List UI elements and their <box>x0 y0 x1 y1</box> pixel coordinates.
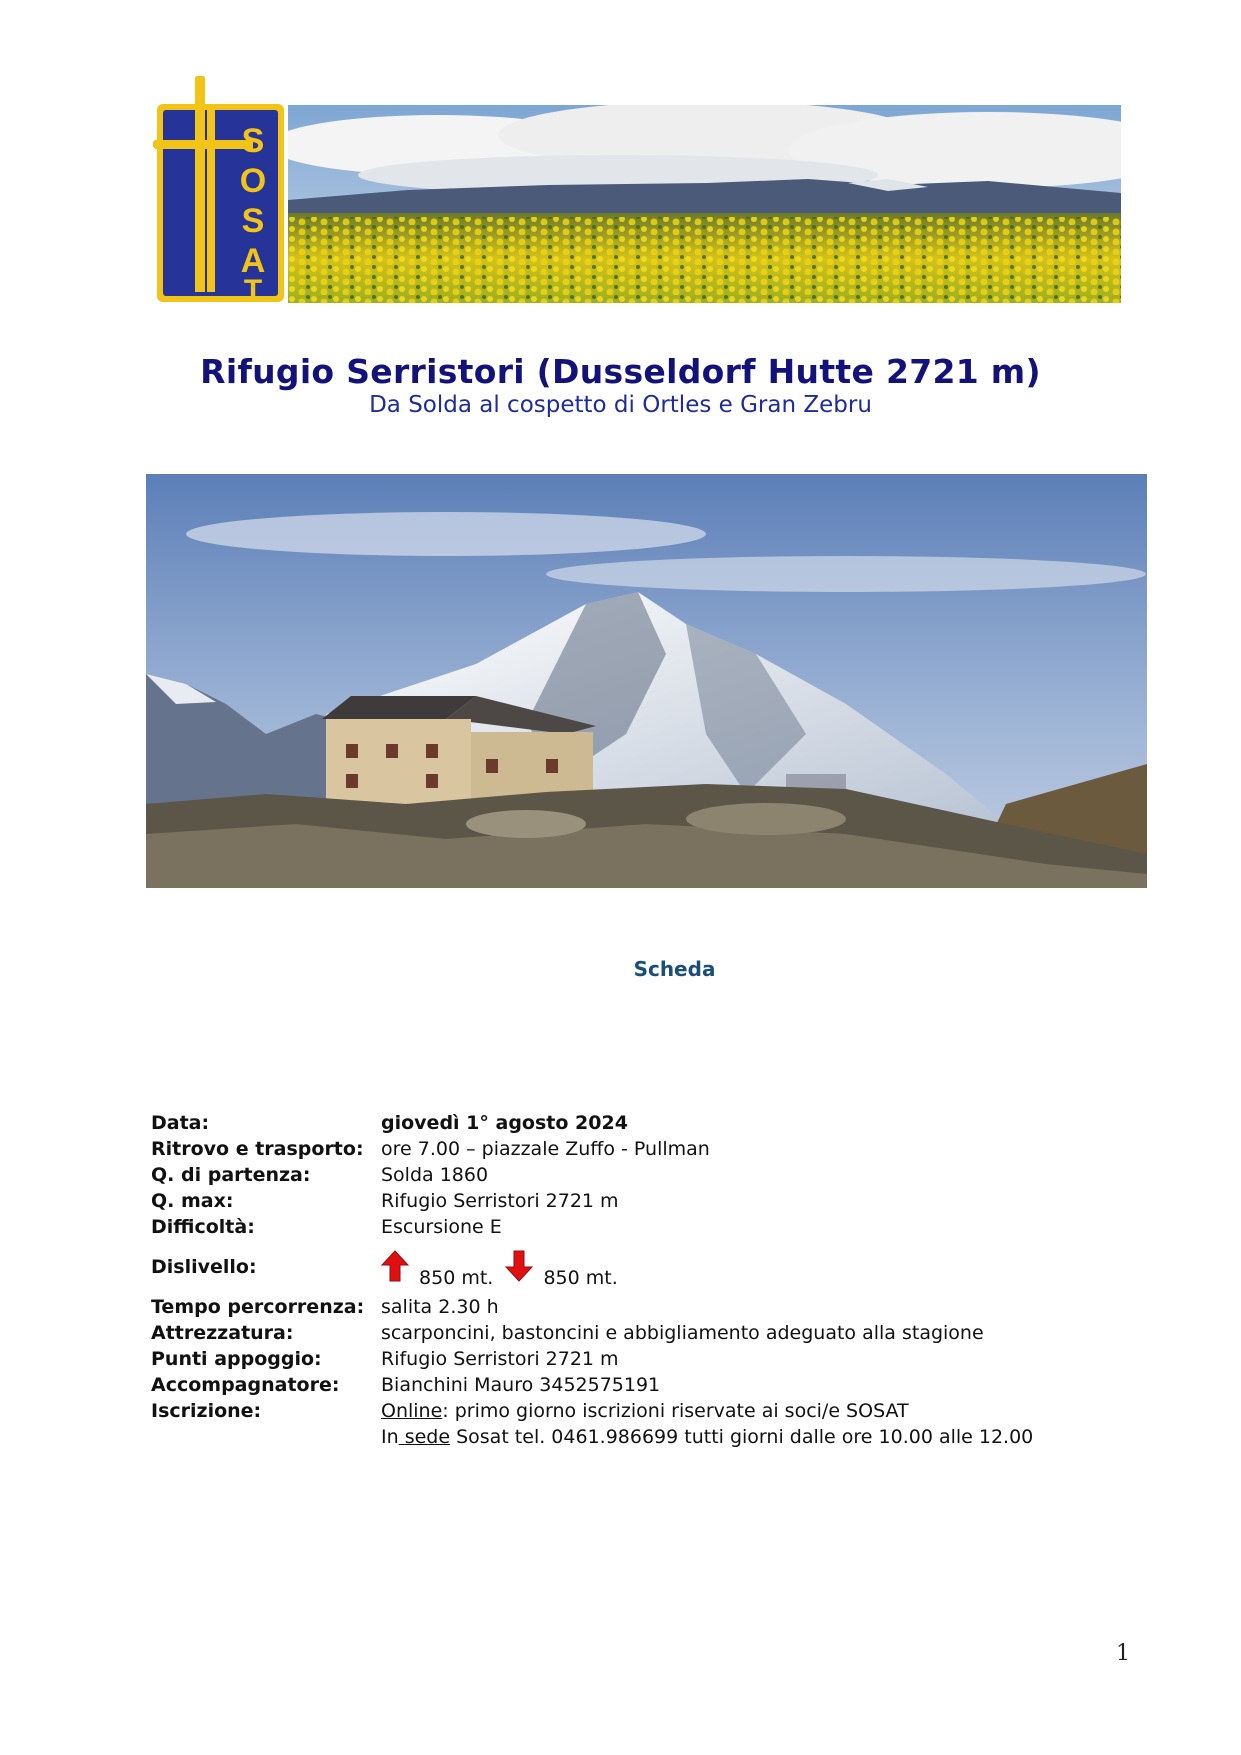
value-attrezzatura: scarponcini, bastoncini e abbigliamento adeguato alla stagione <box>381 1322 984 1344</box>
label-tempo: Tempo percorrenza: <box>151 1296 365 1318</box>
value-dislivello <box>381 1250 618 1289</box>
page-subtitle: Da Solda al cospetto di Ortles e Gran Zebru <box>369 392 872 418</box>
svg-text:T: T <box>243 274 263 304</box>
value-ritrovo: ore 7.00 – piazzale Zuffo - Pullman <box>381 1138 710 1160</box>
page-number: 1 <box>1116 1641 1130 1666</box>
value-iscrizione-sede <box>381 1426 1033 1448</box>
value-tempo: salita 2.30 h <box>381 1296 499 1318</box>
label-dislivello: Dislivello: <box>151 1256 257 1278</box>
value-punti: Rifugio Serristori 2721 m <box>381 1348 619 1370</box>
label-accompagnatore: Accompagnatore: <box>151 1374 340 1396</box>
label-ritrovo: Ritrovo e trasporto: <box>151 1138 364 1160</box>
value-partenza: Solda 1860 <box>381 1164 489 1186</box>
label-iscrizione: Iscrizione: <box>151 1400 262 1422</box>
sosat-logo <box>153 76 288 304</box>
section-heading: Scheda <box>633 957 716 981</box>
value-data: giovedì 1° agosto 2024 <box>381 1112 628 1134</box>
page-title: Rifugio Serristori (Dusseldorf Hutte 2721 m) <box>200 352 1041 391</box>
online-link[interactable]: Online <box>381 1400 443 1422</box>
in-text: In <box>381 1426 399 1448</box>
svg-text:A: A <box>240 242 266 280</box>
label-qmax: Q. max: <box>151 1190 234 1212</box>
arrow-up-icon <box>381 1250 409 1282</box>
label-partenza: Q. di partenza: <box>151 1164 311 1186</box>
dislivello-up-value: 850 mt. <box>419 1267 494 1289</box>
value-qmax: Rifugio Serristori 2721 m <box>381 1190 619 1212</box>
svg-text:S: S <box>241 122 265 160</box>
sede-link[interactable]: sede <box>398 1426 451 1448</box>
svg-text:O: O <box>239 162 267 200</box>
arrow-down-icon <box>505 1250 533 1282</box>
value-difficolta: Escursione E <box>381 1216 502 1238</box>
label-punti: Punti appoggio: <box>151 1348 322 1370</box>
value-iscrizione-online <box>381 1400 909 1422</box>
online-text: : primo giorno iscrizioni riservate ai soci/e SOSAT <box>442 1400 909 1422</box>
value-accompagnatore: Bianchini Mauro 3452575191 <box>381 1374 661 1396</box>
label-attrezzatura: Attrezzatura: <box>151 1322 294 1344</box>
label-data: Data: <box>151 1112 210 1134</box>
sede-text: Sosat tel. 0461.986699 tutti giorni dalle ore 10.00 alle 12.00 <box>450 1426 1034 1448</box>
rifugio-photo <box>146 474 1147 888</box>
banner-meadow-image <box>288 105 1121 303</box>
dislivello-down-value: 850 mt. <box>543 1267 618 1289</box>
svg-text:S: S <box>241 202 265 240</box>
label-difficolta: Difficoltà: <box>151 1216 255 1238</box>
